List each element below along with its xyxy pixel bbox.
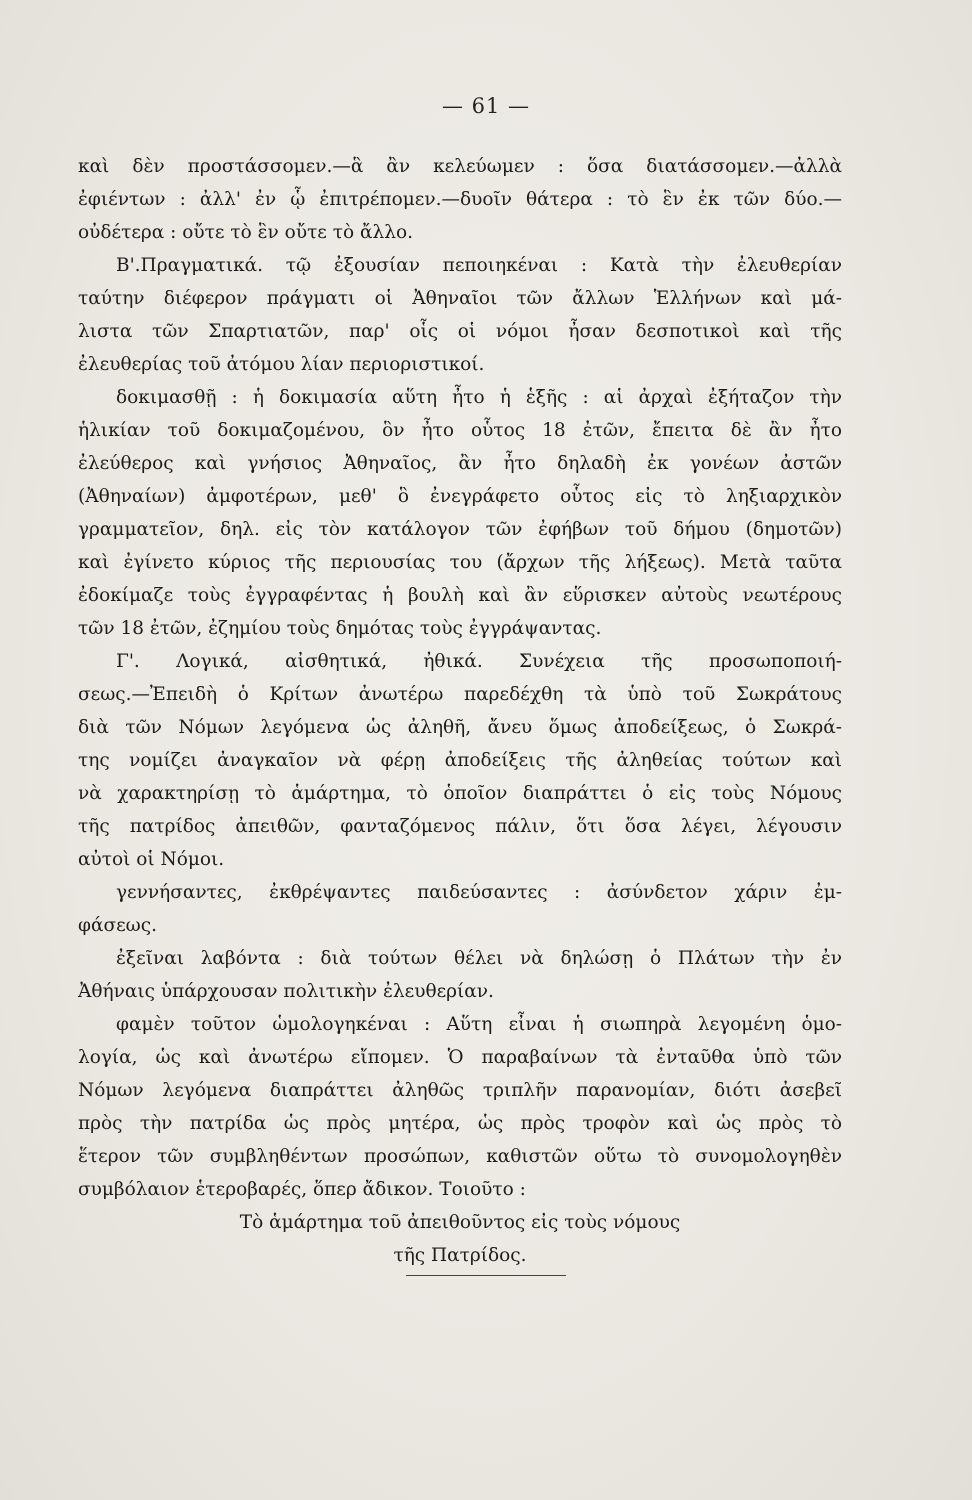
centered-line: τῆς Πατρίδος.: [393, 1245, 527, 1266]
text-line: ἐδοκίμαζε τοὺς ἐγγραφέντας ἡ βουλὴ καὶ ἂν εὕρισκεν αὐτοὺς νεωτέρους: [78, 585, 842, 606]
text-line: καὶ δὲν προστάσσομεν.—ἃ ἂν κελεύωμεν : ὅσα διατάσσομεν.—ἀλλὰ: [78, 156, 842, 177]
section-heading-line: Β'.Πραγματικά. τῷ ἐξουσίαν πεποιηκέναι : Κατὰ τὴν ἐλευθερίαν: [116, 255, 842, 276]
text-line: συμβόλαιον ἑτεροβαρές, ὅπερ ἄδικον. Τοιοῦτο :: [78, 1179, 526, 1200]
text-line: λογία, ὡς καὶ ἀνωτέρω εἴπομεν. Ὁ παραβαίνων τὰ ἐνταῦθα ὑπὸ τῶν: [78, 1047, 842, 1068]
lemma-line: φαμὲν τοῦτον ὡμολογηκέναι : Αὕτη εἶναι ἡ σιωπηρὰ λεγομένη ὁμο-: [116, 1014, 842, 1035]
text-line: λιστα τῶν Σπαρτιατῶν, παρ' οἷς οἱ νόμοι ἦσαν δεσποτικοὶ καὶ τῆς: [78, 321, 842, 342]
text-line: ταύτην διέφερον πράγματι οἱ Ἀθηναῖοι τῶν ἄλλων Ἑλλήνων καὶ μά-: [78, 288, 842, 309]
text-line: Νόμων λεγόμενα διαπράττει ἀληθῶς τριπλῆν παρανομίαν, διότι ἀσεβεῖ: [78, 1080, 842, 1101]
centered-line: Τὸ ἁμάρτημα τοῦ ἀπειθοῦντος εἰς τοὺς νόμους: [239, 1212, 681, 1233]
lemma-line: γεννήσαντες, ἐκθρέψαντες παιδεύσαντες : ἀσύνδετον χάριν ἐμ-: [116, 882, 842, 903]
text-line: Ἀθήναις ὑπάρχουσαν πολιτικὴν ἐλευθερίαν.: [78, 981, 494, 1002]
divider-rule: [406, 1275, 566, 1276]
text-line: γραμματεῖον, δηλ. εἰς τὸν κατάλογον τῶν ἐφήβων τοῦ δήμου (δημοτῶν): [78, 519, 842, 540]
text-line: της νομίζει ἀναγκαῖον νὰ φέρῃ ἀποδείξεις τῆς ἀληθείας τούτων καὶ: [78, 750, 842, 771]
section-heading-line: Γ'. Λογικά, αἰσθητικά, ἠθικά. Συνέχεια τῆς προσωποποιή-: [116, 651, 842, 672]
text-line: πρὸς τὴν πατρίδα ὡς πρὸς μητέρα, ὡς πρὸς τροφὸν καὶ ὡς πρὸς τὸ: [78, 1113, 842, 1134]
text-line: τῆς πατρίδος ἀπειθῶν, φανταζόμενος πάλιν, ὅτι ὅσα λέγει, λέγουσιν: [78, 816, 842, 837]
text-line: αὐτοὶ οἱ Νόμοι.: [78, 849, 225, 870]
text-line: καὶ ἐγίνετο κύριος τῆς περιουσίας του (ἄρχων τῆς λήξεως). Μετὰ ταῦτα: [78, 552, 842, 573]
lemma-line: ἐξεῖναι λαβόντα : διὰ τούτων θέλει νὰ δηλώσῃ ὁ Πλάτων τὴν ἐν: [116, 948, 842, 969]
text-line: οὐδέτερα : οὔτε τὸ ἓν οὔτε τὸ ἄλλο.: [78, 222, 413, 243]
text-line: ἕτερον τῶν συμβληθέντων προσώπων, καθιστῶν οὕτω τὸ συνομολογηθὲν: [78, 1146, 842, 1167]
text-line: (Ἀθηναίων) ἀμφοτέρων, μεθ' ὃ ἐνεγράφετο οὗτος εἰς τὸ ληξιαρχικὸν: [78, 486, 842, 507]
text-line: ἐλεύθερος καὶ γνήσιος Ἀθηναῖος, ἂν ἦτο δηλαδὴ ἐκ γονέων ἀστῶν: [78, 453, 842, 474]
text-line: νὰ χαρακτηρίσῃ τὸ ἁμάρτημα, τὸ ὁποῖον διαπράττει ὁ εἰς τοὺς Νόμους: [78, 783, 842, 804]
text-line: διὰ τῶν Νόμων λεγόμενα ὡς ἀληθῆ, ἄνευ ὅμως ἀποδείξεως, ὁ Σωκρά-: [78, 717, 842, 738]
text-line: ἡλικίαν τοῦ δοκιμαζομένου, ὃν ἦτο οὗτος 18 ἐτῶν, ἔπειτα δὲ ἂν ἦτο: [78, 420, 842, 441]
text-line: τῶν 18 ἐτῶν, ἐζημίου τοὺς δημότας τοὺς ἐγγράψαντας.: [78, 618, 602, 639]
text-line: σεως.—Ἐπειδὴ ὁ Κρίτων ἀνωτέρω παρεδέχθη τὰ ὑπὸ τοῦ Σωκράτους: [78, 684, 842, 705]
text-line: ἐφιέντων : ἀλλ' ἐν ᾧ ἐπιτρέπομεν.—δυοῖν θάτερα : τὸ ἓν ἐκ τῶν δύο.—: [78, 189, 842, 210]
text-line: φάσεως.: [78, 915, 157, 936]
page-number: — 61 —: [441, 94, 531, 118]
text-line: ἐλευθερίας τοῦ ἀτόμου λίαν περιοριστικοί.: [78, 354, 485, 375]
lemma-line: δοκιμασθῇ : ἡ δοκιμασία αὕτη ἦτο ἡ ἑξῆς : αἱ ἀρχαὶ ἐξήταζον τὴν: [116, 387, 842, 408]
